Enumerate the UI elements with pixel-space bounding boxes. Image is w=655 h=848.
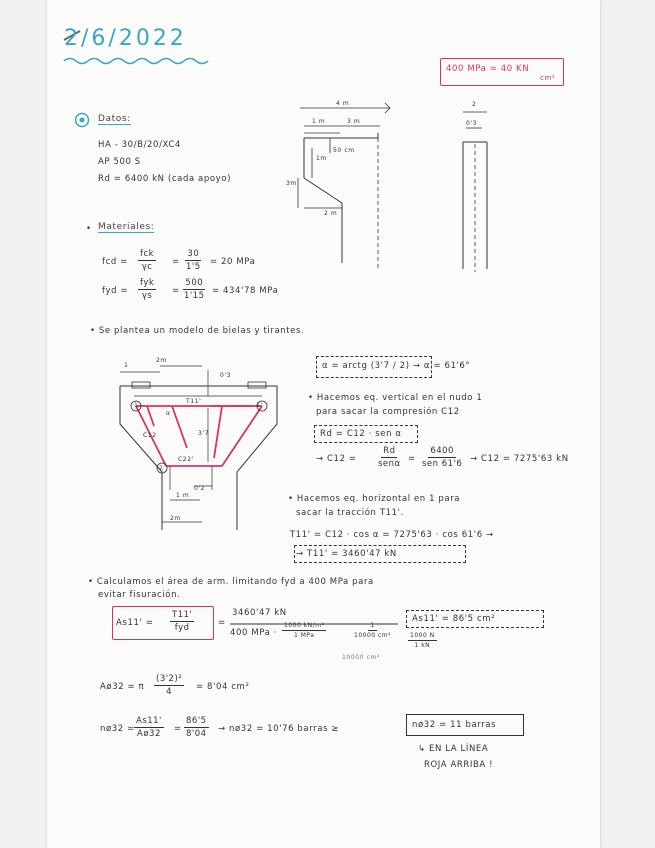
page-date: 2/6/2022 — [64, 26, 187, 51]
diag-label-0-2: 0'2 — [194, 485, 206, 492]
bullet-circle-icon — [74, 112, 90, 128]
diag-label-alpha: α — [166, 410, 171, 417]
n-fraction-numeric — [184, 716, 209, 739]
fcd-num: fck — [140, 249, 155, 259]
as-mid-den-c-den: 10000 cm² — [354, 632, 392, 639]
vertical-eq-1: Rd = C12 · sen α — [320, 429, 402, 439]
area-intro-1: • Calculamos el área de arm. limitando fyd a 400 MPa para — [88, 577, 374, 587]
dim-height-a: 1m — [316, 155, 327, 162]
fcd-num2: 30 — [187, 249, 200, 259]
modelo-intro: • Se plantea un modelo de bielas y tirantes. — [90, 326, 305, 336]
dim-small: 50 cm — [333, 147, 355, 154]
fcd-den: γc — [141, 262, 153, 272]
fyd-fraction-symbolic — [138, 278, 156, 301]
dim-left: 1 m — [312, 118, 326, 125]
datos-line-2: AP 500 S — [98, 157, 141, 167]
n-den: Aø32 — [137, 729, 161, 739]
as-den: fyd — [174, 623, 190, 633]
alpha-equation: α = arctg (3'7 / 2) → α = 61'6° — [322, 361, 471, 371]
a32-result: = 8'04 cm² — [196, 682, 250, 692]
n-lhs: nø32 = — [100, 724, 135, 734]
vertical-eq-text-2: para sacar la compresión C12 — [316, 407, 460, 417]
date-underline-wave — [62, 56, 212, 66]
as-mid-den-c — [352, 622, 393, 639]
c12-fraction-symbolic — [376, 446, 403, 469]
c12-fraction-numeric — [420, 446, 464, 469]
n-num2: 86'5 — [186, 716, 207, 726]
c12-result: → C12 = 7275'63 kN — [470, 454, 569, 464]
c12-lhs: → C12 = — [316, 454, 357, 464]
diag-node-1p: 1' — [256, 402, 263, 409]
strut-tie-diagram — [112, 362, 312, 537]
diag-label-c12: C12 — [143, 432, 157, 439]
horizontal-eq-text-2: sacar la tracción T11'. — [296, 508, 404, 518]
a32-lhs: Aø32 = π — [100, 682, 145, 692]
dim-height-b: 3m — [286, 180, 297, 187]
as-side-num: 1000 N — [410, 632, 435, 639]
dim-total: 4 m — [336, 100, 350, 107]
as-mid-den-c-num: 1 — [370, 622, 375, 629]
n-den2: 8'04 — [186, 729, 207, 739]
as-mid-num: 3460'47 kN — [232, 608, 287, 618]
diag-label-1m: 1 m — [176, 492, 190, 499]
fyd-den2: 1'15 — [184, 291, 205, 301]
dim-bottom: 2 m — [324, 210, 338, 217]
area-intro-2: evitar fisuración. — [98, 590, 181, 600]
fcd-fraction-symbolic — [138, 249, 156, 272]
a32-fraction — [154, 674, 184, 697]
diag-label-2m-b: 2m — [170, 515, 181, 522]
fyd-num: fyk — [140, 278, 155, 288]
as-mid-den-a: 400 MPa · — [230, 628, 278, 638]
materiales-heading: Materiales: — [98, 222, 155, 232]
diag-node-2: 2 — [159, 465, 164, 472]
diag-label-1: 1 — [124, 362, 129, 369]
n-result: nø32 = 11 barras — [412, 720, 497, 730]
equals-sign: = — [408, 454, 416, 464]
fcd-fraction-numeric — [184, 249, 203, 272]
horizontal-eq-2: → T11' = 3460'47 kN — [296, 549, 397, 559]
as-mid-den-b-num: 1000 kN/m² — [284, 622, 325, 629]
dim-right: 3 m — [347, 118, 361, 125]
as-side-den: 1 kN — [414, 642, 431, 649]
as-mid-note: 10000 cm² — [342, 654, 380, 661]
n-fraction-symbolic — [134, 716, 164, 739]
datos-line-1: HA - 30/B/20/XC4 — [98, 140, 181, 150]
bullet-dot: • — [86, 224, 92, 234]
diag-label-t11: T11' — [186, 398, 202, 405]
note-line-1: ↳ EN LA LÍNEA — [418, 744, 489, 754]
horizontal-eq-text-1: • Hacemos eq. horizontal en 1 para — [288, 494, 461, 504]
equals-sign: = — [172, 286, 180, 296]
a32-den: 4 — [166, 687, 173, 697]
vertical-eq-text-1: • Hacemos eq. vertical en el nudo 1 — [308, 393, 483, 403]
dim-side-mid: 0'3 — [466, 120, 478, 127]
fyd-den: γs — [141, 291, 153, 301]
as-mid-den-b-den: 1 MPa — [293, 632, 315, 639]
fcd-lhs: fcd = — [102, 257, 128, 267]
diag-label-0-3: 0'3 — [220, 372, 232, 379]
diag-label-3-7: 3'7 — [198, 430, 210, 437]
c12-num: Rd — [383, 446, 396, 456]
geometry-sketch-front — [290, 103, 400, 268]
fyd-fraction-numeric — [182, 278, 207, 301]
datos-heading: Datos: — [98, 114, 131, 124]
n-arrow: → nø32 = 10'76 barras ≥ — [218, 724, 340, 734]
as-lhs: As11' = — [116, 618, 154, 628]
c12-den: senα — [378, 459, 401, 469]
dim-side-top: 2 — [472, 101, 477, 108]
as-mid-den-b — [282, 622, 326, 639]
as-num: T11' — [172, 610, 193, 620]
c12-num2: 6400 — [430, 446, 454, 456]
diag-label-c22: C22' — [178, 456, 194, 463]
as-fraction — [170, 610, 194, 633]
as-side-fraction — [408, 632, 437, 649]
conversion-unit: cm² — [540, 74, 556, 82]
as-result: As11' = 86'5 cm² — [412, 614, 496, 624]
datos-line-3: Rd = 6400 kN (cada apoyo) — [98, 174, 231, 184]
diag-node-1: 1 — [134, 402, 139, 409]
a32-num: (3'2)² — [156, 674, 183, 684]
conversion-note: 400 MPa = 40 KN — [446, 64, 530, 74]
n-num: As11' — [136, 716, 162, 726]
c12-den2: sen 61'6 — [422, 459, 463, 469]
horizontal-eq-1: T11' = C12 · cos α = 7275'63 · cos 61'6 → — [290, 530, 494, 540]
equals-sign: = — [218, 618, 226, 628]
fyd-num2: 500 — [185, 278, 204, 288]
fcd-den2: 1'5 — [186, 262, 201, 272]
fyd-result: = 434'78 MPa — [212, 286, 279, 296]
note-line-2: ROJA ARRIBA ! — [424, 760, 494, 770]
diag-label-2m: 2m — [156, 357, 167, 364]
fyd-lhs: fyd = — [102, 286, 129, 296]
fcd-result: = 20 MPa — [210, 257, 256, 267]
equals-sign: = — [172, 257, 180, 267]
geometry-sketch-side — [460, 104, 490, 274]
equals-sign: = — [174, 724, 182, 734]
